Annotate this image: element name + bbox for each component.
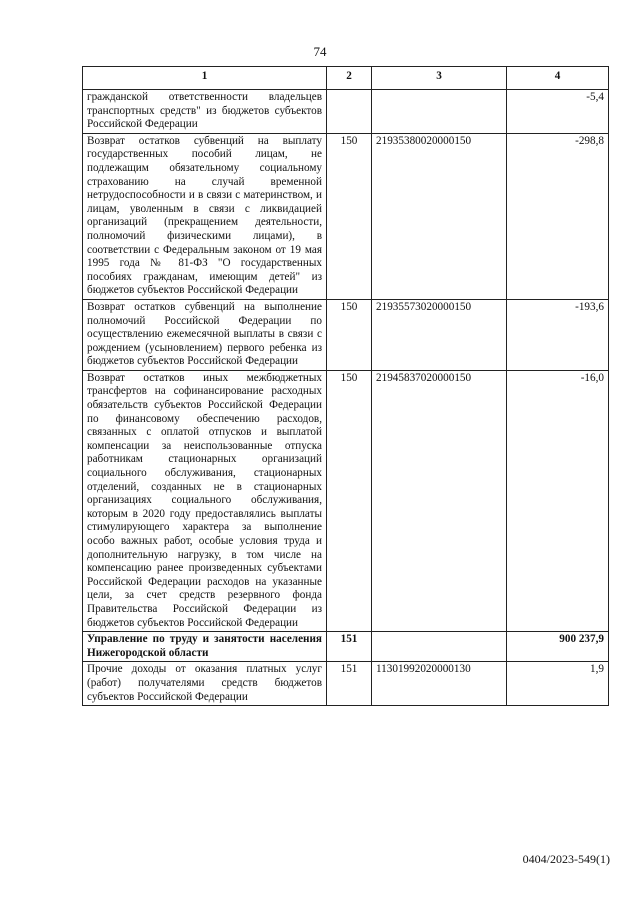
row-description: Возврат остатков субвенций на выплату государственных пособий лицам, не подлежащим обязательному социальному страхованию на случай временной нетрудоспособности и в связи с материнством, и лицам, уволенным в связи с ликвидацией организаций (прекращением деятельности, полномочий физическими лицами), в соответствии с Федеральным законом от 19 мая 1995 года № 81-ФЗ "О государственных пособиях гражданам, имеющим детей" из бюджетов субъектов Российской Федерации [83,133,327,299]
document-id: 0404/2023-549(1) [522,852,610,866]
table-row [83,299,609,370]
row-amount: -16,0 [507,370,609,631]
row-description: Возврат остатков иных межбюджетных трансфертов на софинансирование расходных обязательств субъектов Российской Федерации по финансовому обеспечению расходов, связанных с оплатой отпусков и выплатой компенсации за неиспользованные отпуска работникам стационарных организаций социального обслуживания, стационарных отделений, созданных не в стационарных организациях социального обслуживания, которым в 2020 году предоставлялись выплаты стимулирующего характера за выполнение особо важных работ, особые условия труда и дополнительную нагрузку, в том числе на компенсацию ранее произведенных субъектами Российской Федерации расходов на указанные цели, за счет средств резервного фонда Правительства Российской Федерации из бюджетов субъектов Российской Федерации [83,370,327,631]
row-amount: -193,6 [507,299,609,370]
row-admin-code: 151 [327,632,372,662]
row-income-code: 11301992020000130 [372,662,507,706]
table-row [83,90,609,134]
table-header-row [83,67,609,90]
row-amount: -298,8 [507,133,609,299]
row-income-code: 21935573020000150 [372,299,507,370]
row-description: Управление по труду и занятости населения Нижегородской области [83,632,327,662]
table-row [83,662,609,706]
row-amount: 1,9 [507,662,609,706]
row-amount: 900 237,9 [507,632,609,662]
row-description: гражданской ответственности владельцев транспортных средств" из бюджетов субъектов Российской Федерации [83,90,327,134]
header-col-2: 2 [327,67,372,90]
page-number: 74 [313,44,327,59]
row-description: Возврат остатков субвенций на выполнение полномочий Российской Федерации по осуществлению ежемесячной выплаты в связи с рождением (усыновлением) первого ребенка из бюджетов субъектов Российской Федерации [83,299,327,370]
table-row [83,370,609,631]
row-admin-code: 150 [327,299,372,370]
row-income-code: 21935380020000150 [372,133,507,299]
row-admin-code: 150 [327,370,372,631]
row-income-code: 21945837020000150 [372,370,507,631]
header-col-4: 4 [507,67,609,90]
row-admin-code: 151 [327,662,372,706]
header-col-1: 1 [83,67,327,90]
row-admin-code: 150 [327,133,372,299]
row-admin-code [327,90,372,134]
row-income-code [372,90,507,134]
table-row-section-header [83,632,609,662]
row-description: Прочие доходы от оказания платных услуг (работ) получателями средств бюджетов субъектов Российской Федерации [83,662,327,706]
table-row [83,133,609,299]
row-income-code [372,632,507,662]
row-amount: -5,4 [507,90,609,134]
header-col-3: 3 [372,67,507,90]
budget-table [82,66,609,706]
